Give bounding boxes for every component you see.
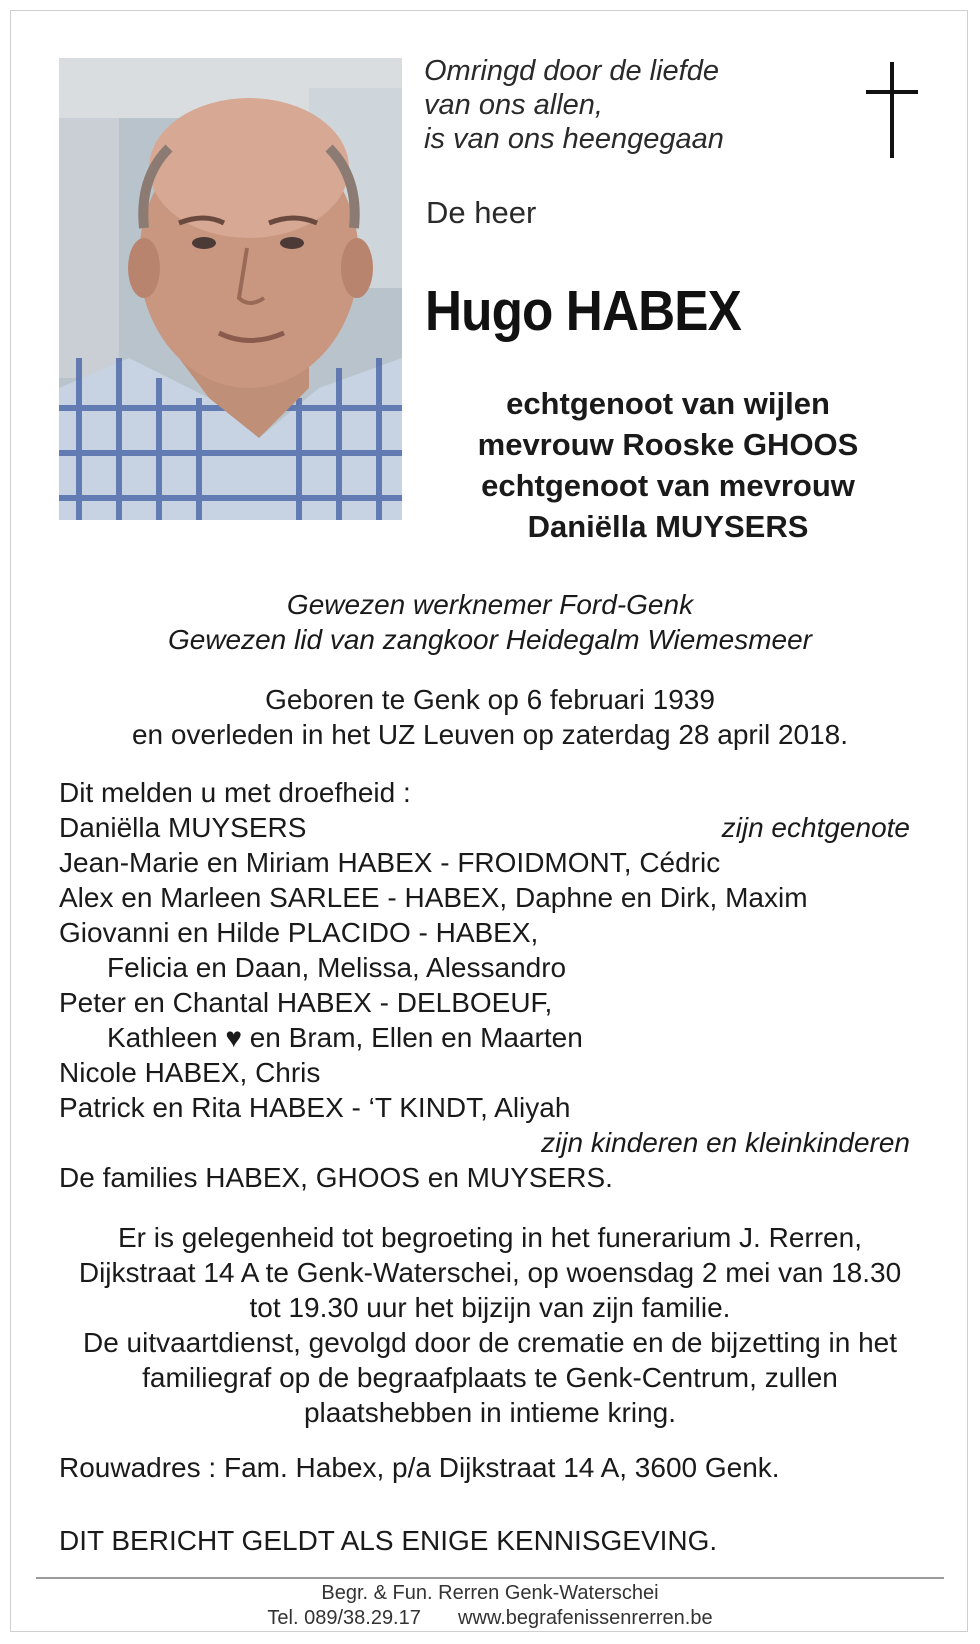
cross-icon [862, 62, 922, 167]
notice-line: DIT BERICHT GELDT ALS ENIGE KENNISGEVING. [59, 1525, 718, 1556]
children-role: zijn kinderen en kleinkinderen [541, 1127, 910, 1158]
intro-line-1: Omringd door de liefde [424, 55, 719, 87]
family-line: Giovanni en Hilde PLACIDO - HABEX, [59, 917, 539, 948]
intro-line-3: is van ons heengegaan [424, 123, 724, 155]
footer-company: Begr. & Fun. Rerren Genk-Waterschei [321, 1582, 659, 1604]
birth-line: Geboren te Genk op 6 februari 1939 [265, 684, 715, 715]
family-line: Kathleen ♥ en Bram, Ellen en Maarten [107, 1022, 583, 1053]
footer-divider [36, 1577, 944, 1579]
spouse-name: Daniëlla MUYSERS [59, 812, 307, 843]
service-paragraph: De uitvaartdienst, gevolgd door de crematie en de bijzetting in het familiegraf op de begraafplaats te Genk-Centrum, zullen plaatshebben in intieme kring. [82, 1327, 898, 1428]
footer-phone: Tel. 089/38.29.17 [267, 1607, 421, 1629]
relation-line-3: echtgenoot van mevrouw [481, 468, 855, 503]
visitation-paragraph: Er is gelegenheid tot begroeting in het funerarium J. Rerren, Dijkstraat 14 A te Genk-Waterschei, op woensdag 2 mei van 18.30 tot 19.30 uur het bijzijn van zijn familie. [78, 1222, 902, 1323]
family-line: Jean-Marie en Miriam HABEX - FROIDMONT, Cédric [59, 847, 721, 878]
family-line: Felicia en Daan, Melissa, Alessandro [107, 952, 567, 983]
families-line: De families HABEX, GHOOS en MUYSERS. [59, 1162, 613, 1193]
relation-line-1: echtgenoot van wijlen [506, 386, 830, 421]
role-line-1: Gewezen werknemer Ford-Genk [286, 589, 694, 620]
address-line: Rouwadres : Fam. Habex, p/a Dijkstraat 14 A, 3600 Genk. [59, 1452, 780, 1483]
relation-line-2: mevrouw Rooske GHOOS [477, 427, 859, 462]
family-line: Nicole HABEX, Chris [59, 1057, 321, 1088]
footer-website[interactable]: www.begrafenissenrerren.be [458, 1607, 713, 1629]
role-line-2: Gewezen lid van zangkoor Heidegalm Wiemesmeer [167, 624, 813, 655]
family-line: Patrick en Rita HABEX - ‘T KINDT, Aliyah [59, 1092, 571, 1123]
family-line: Peter en Chantal HABEX - DELBOEUF, [59, 987, 553, 1018]
death-line: en overleden in het UZ Leuven op zaterdag 28 april 2018. [131, 719, 849, 750]
family-line: Alex en Marleen SARLEE - HABEX, Daphne en Dirk, Maxim [59, 882, 808, 913]
relation-line-4: Daniëlla MUYSERS [527, 509, 809, 544]
footer-contact [0, 1607, 980, 1630]
deceased-name: Hugo HABEX [425, 279, 741, 343]
announce-text: Dit melden u met droefheid : [59, 777, 411, 808]
portrait-photo [59, 58, 402, 520]
title-prefix: De heer [426, 195, 537, 230]
spouse-role: zijn echtgenote [721, 812, 910, 843]
intro-line-2: van ons allen, [424, 89, 603, 121]
